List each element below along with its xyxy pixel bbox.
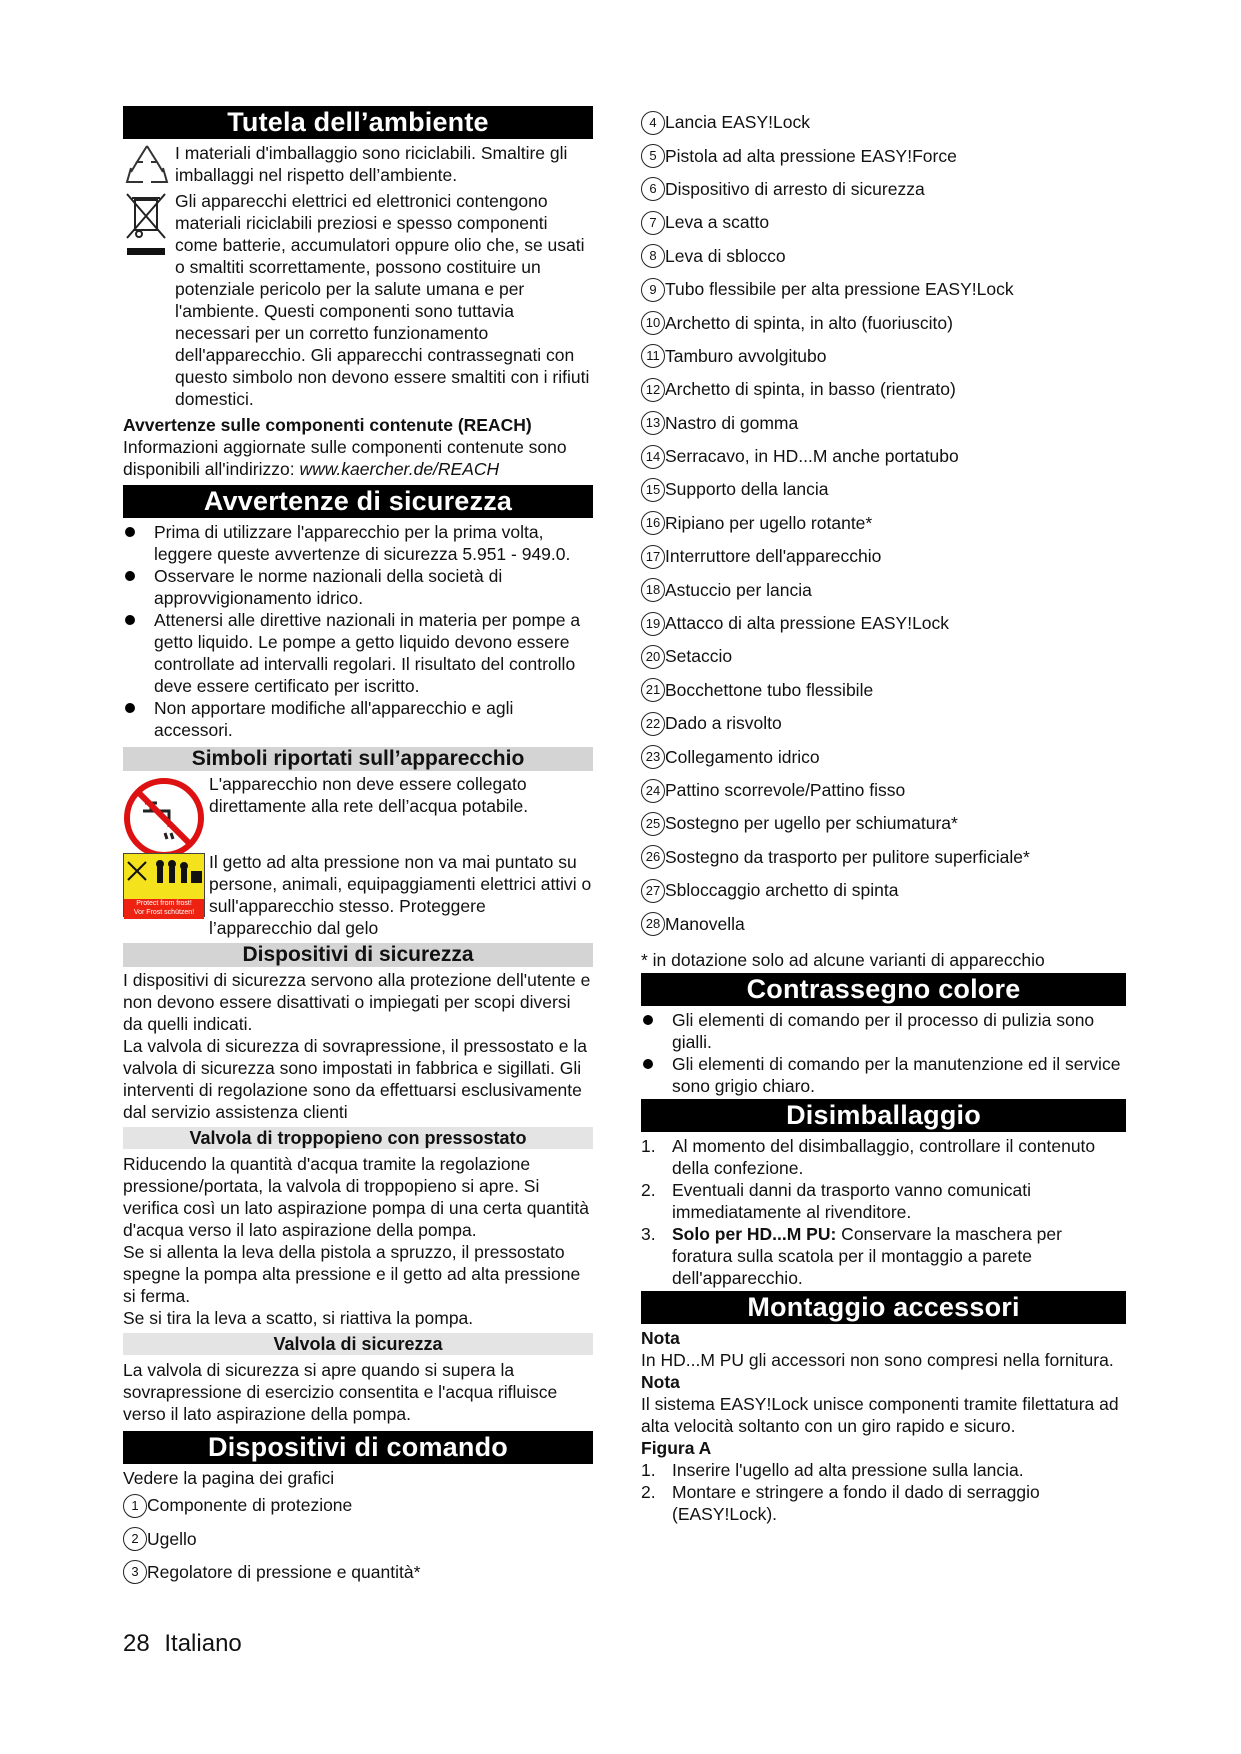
number-circle-icon: 19: [641, 612, 665, 636]
list-item: Gli elementi di comando per il processo di pulizia sono gialli.: [641, 1009, 1126, 1053]
number-circle-icon: 6: [641, 177, 665, 201]
heading-simboli: Simboli riportati sull’apparecchio: [123, 747, 593, 771]
tutela-p2: Gli apparecchi elettrici ed elettronici contengono materiali riciclabili preziosi e spesso componenti come batterie, accumulatori oppure olio che, se usati o smaltiti scorrettamente, possono costituire un potenziale pericolo per la salute umana e per l'ambiente. Questi componenti sono tuttavia necessari per un corretto funzionamento dell'apparecchio. Gli apparecchi contrassegnati con questo simbolo non devono essere smaltiti con i rifiuti domestici.: [175, 191, 590, 409]
list-item: 1. Al momento del disimballaggio, controllare il contenuto della confezione.: [641, 1135, 1096, 1178]
heading-avvertenze: Avvertenze di sicurezza: [123, 485, 593, 518]
list-item: 3 Regolatore di pressione e quantità*: [123, 1556, 593, 1589]
list-item: 9 Tubo flessibile per alta pressione EASY!Lock: [641, 273, 1126, 306]
list-item: 13 Nastro di gomma: [641, 407, 1126, 440]
number-circle-icon: 21: [641, 678, 665, 702]
bullet-icon: [125, 571, 135, 581]
footnote: * in dotazione solo ad alcune varianti di apparecchio: [641, 949, 1045, 970]
heading-comando: Dispositivi di comando: [123, 1431, 593, 1464]
list-item: 1. Inserire l'ugello ad alta pressione sulla lancia.: [641, 1459, 1024, 1480]
reach-paragraph: [123, 436, 593, 480]
number-circle-icon: 3: [123, 1560, 147, 1584]
list-item: 15 Supporto della lancia: [641, 473, 1126, 506]
number-circle-icon: 28: [641, 912, 665, 936]
crossed-bin-icon: [123, 190, 169, 260]
reach-url-link[interactable]: www.kaercher.de/REACH: [299, 459, 500, 479]
components-list: [641, 106, 1126, 941]
symbol-row-water: [123, 773, 593, 849]
number-circle-icon: 7: [641, 211, 665, 235]
heading-tutela: Tutela dell’ambiente: [123, 106, 593, 139]
number-circle-icon: 23: [641, 745, 665, 769]
list-item: 23 Collegamento idrico: [641, 740, 1126, 773]
list-item: 25 Sostegno per ugello per schiumatura*: [641, 807, 1126, 840]
number-circle-icon: 9: [641, 278, 665, 302]
bullet-icon: [643, 1059, 653, 1069]
simboli-s2: Il getto ad alta pressione non va mai puntato su persone, animali, equipaggiamenti elettrici attivi o sull'apparecchio stesso. Proteggere l’apparecchio dal gelo: [209, 852, 592, 938]
list-item: 7 Leva a scatto: [641, 206, 1126, 239]
heading-valvola-sicurezza: Valvola di sicurezza: [123, 1333, 593, 1355]
nota-1-text: In HD...M PU gli accessori non sono compresi nella fornitura.: [641, 1349, 1114, 1370]
comando-list: [123, 1489, 593, 1589]
number-circle-icon: 24: [641, 779, 665, 803]
reach-text: Informazioni aggiornate sulle componenti contenute sono disponibili all'indirizzo:: [123, 437, 567, 479]
list-item: 24 Pattino scorrevole/Pattino fisso: [641, 774, 1126, 807]
number-circle-icon: 8: [641, 244, 665, 268]
number-circle-icon: 15: [641, 478, 665, 502]
reach-title: Avvertenze sulle componenti contenute (REACH): [123, 415, 532, 435]
left-column: [123, 106, 593, 1589]
troppopieno-p1: Riducendo la quantità d'acqua tramite la regolazione pressione/portata, la valvola di troppopieno si apre. Si verifica così un lato aspirazione pompa di una certa quantità d'acqua verso il lato aspirazione della pompa.: [123, 1154, 589, 1240]
tutela-p1: I materiali d'imballaggio sono riciclabili. Smaltire gli imballaggi nel rispetto dell’ambiente.: [175, 143, 568, 185]
valvola-p1: La valvola di sicurezza si apre quando si supera la sovrapressione di esercizio consentita e l'acqua rifluisce verso il lato aspirazione della pompa.: [123, 1360, 558, 1424]
page-number: 28: [123, 1630, 150, 1657]
high-pressure-warning-icon: [123, 853, 205, 917]
bullet-icon: [125, 527, 135, 537]
heading-disimballaggio: Disimballaggio: [641, 1099, 1126, 1132]
list-item: 2 Ugello: [123, 1522, 593, 1555]
number-circle-icon: 26: [641, 845, 665, 869]
list-item: 17 Interruttore dell'apparecchio: [641, 540, 1126, 573]
list-item: 14 Serracavo, in HD...M anche portatubo: [641, 440, 1126, 473]
number-circle-icon: 22: [641, 712, 665, 736]
list-item: 1 Componente di protezione: [123, 1489, 593, 1522]
number-circle-icon: 4: [641, 111, 665, 135]
list-item: 27 Sbloccaggio archetto di spinta: [641, 874, 1126, 907]
number-circle-icon: 12: [641, 378, 665, 402]
heading-dispositivi-sicurezza: Dispositivi di sicurezza: [123, 943, 593, 967]
comando-intro: Vedere la pagina dei grafici: [123, 1468, 335, 1488]
number-circle-icon: 10: [641, 311, 665, 335]
list-item: 16 Ripiano per ugello rotante*: [641, 507, 1126, 540]
number-circle-icon: 2: [123, 1527, 147, 1551]
list-item: 2. Montare e stringere a fondo il dado di serraggio (EASY!Lock).: [641, 1481, 1040, 1524]
list-item: 21 Bocchettone tubo flessibile: [641, 674, 1126, 707]
number-circle-icon: 14: [641, 445, 665, 469]
nota-2-text: Il sistema EASY!Lock unisce componenti tramite filettatura ad alta velocità soltanto con un giro rapido e sicuro.: [641, 1393, 1119, 1436]
nota-1-label: Nota: [641, 1327, 680, 1348]
number-circle-icon: 25: [641, 812, 665, 836]
list-item: Non apportare modifiche all'apparecchio e agli accessori.: [123, 697, 593, 741]
recycle-icon: [123, 142, 171, 188]
frost-label: Protect from frost! Vor Frost schützen!: [124, 899, 204, 919]
weee-block: [123, 190, 593, 410]
list-item: 3. Solo per HD...M PU: Conservare la maschera per foratura sulla scatola per il montaggio a parete dell'apparecchio.: [641, 1223, 1062, 1288]
list-item: 6 Dispositivo di arresto di sicurezza: [641, 173, 1126, 206]
list-item: 28 Manovella: [641, 907, 1126, 940]
number-circle-icon: 17: [641, 545, 665, 569]
bullet-icon: [125, 615, 135, 625]
page-footer: [123, 1630, 242, 1658]
list-item: 12 Archetto di spinta, in basso (rientrato): [641, 373, 1126, 406]
list-item: 11 Tamburo avvolgitubo: [641, 340, 1126, 373]
sicurezza-p2: La valvola di sicurezza di sovrapressione, il pressostato e la valvola di sicurezza sono impostati in fabbrica e sigillati. Gli interventi di regolazione sono da effettuarsi esclusivamente dal servizio assistenza clienti: [123, 1036, 587, 1122]
number-circle-icon: 1: [123, 1494, 147, 1518]
colore-list: [641, 1009, 1126, 1097]
list-item: 22 Dado a risvolto: [641, 707, 1126, 740]
jet-hazard-icon: [124, 854, 204, 894]
number-circle-icon: 27: [641, 879, 665, 903]
sicurezza-p1: I dispositivi di sicurezza servono alla protezione dell'utente e non devono essere disattivati o impiegati per scopi diversi da quelli indicati.: [123, 970, 591, 1034]
bullet-icon: [643, 1015, 653, 1025]
number-circle-icon: 20: [641, 645, 665, 669]
troppopieno-p2: Se si allenta la leva della pistola a spruzzo, il pressostato spegne la pompa alta pressione e il getto ad alta pressione si ferma.: [123, 1242, 581, 1306]
heading-montaggio: Montaggio accessori: [641, 1291, 1126, 1324]
list-item: 18 Astuccio per lancia: [641, 573, 1126, 606]
list-item: 20 Setaccio: [641, 640, 1126, 673]
number-circle-icon: 5: [641, 144, 665, 168]
simboli-s1: L'apparecchio non deve essere collegato direttamente alla rete dell’acqua potabile.: [209, 774, 529, 816]
avvertenze-list: [123, 521, 593, 741]
number-circle-icon: 11: [641, 344, 665, 368]
list-item: 26 Sostegno da trasporto per pulitore superficiale*: [641, 841, 1126, 874]
heading-troppopieno: Valvola di troppopieno con pressostato: [123, 1127, 593, 1149]
troppopieno-p3: Se si tira la leva a scatto, si riattiva la pompa.: [123, 1308, 474, 1328]
no-drinking-water-connection-icon: [123, 777, 205, 859]
number-circle-icon: 16: [641, 511, 665, 535]
list-item: 10 Archetto di spinta, in alto (fuoriuscito): [641, 306, 1126, 339]
nota-2-label: Nota: [641, 1371, 680, 1392]
bullet-icon: [125, 703, 135, 713]
right-column: [641, 106, 1126, 1525]
list-item: 19 Attacco di alta pressione EASY!Lock: [641, 607, 1126, 640]
list-item: Prima di utilizzare l'apparecchio per la prima volta, leggere queste avvertenze di sicurezza 5.951 - 949.0.: [123, 521, 593, 565]
list-item: Osservare le norme nazionali della società di approvvigionamento idrico.: [123, 565, 593, 609]
list-item: 2. Eventuali danni da trasporto vanno comunicati immediatamente al rivenditore.: [641, 1179, 1031, 1222]
symbol-row-jet: [123, 849, 593, 941]
list-item: Attenersi alle direttive nazionali in materia per pompe a getto liquido. Le pompe a getto liquido devono essere controllate ad intervalli regolari. Il risultato del controllo deve essere certificato per iscritto.: [123, 609, 593, 697]
list-item: Gli elementi di comando per la manutenzione ed il service sono grigio chiaro.: [641, 1053, 1126, 1097]
heading-colore: Contrassegno colore: [641, 973, 1126, 1006]
list-item: 5 Pistola ad alta pressione EASY!Force: [641, 139, 1126, 172]
number-circle-icon: 18: [641, 578, 665, 602]
montaggio-steps: [641, 1459, 1126, 1525]
list-item: 8 Leva di sblocco: [641, 240, 1126, 273]
recycle-block: [123, 142, 593, 186]
disimballaggio-list: [641, 1135, 1126, 1289]
page-language: Italiano: [164, 1630, 242, 1657]
number-circle-icon: 13: [641, 411, 665, 435]
list-item: 4 Lancia EASY!Lock: [641, 106, 1126, 139]
figura-label: Figura A: [641, 1437, 712, 1458]
